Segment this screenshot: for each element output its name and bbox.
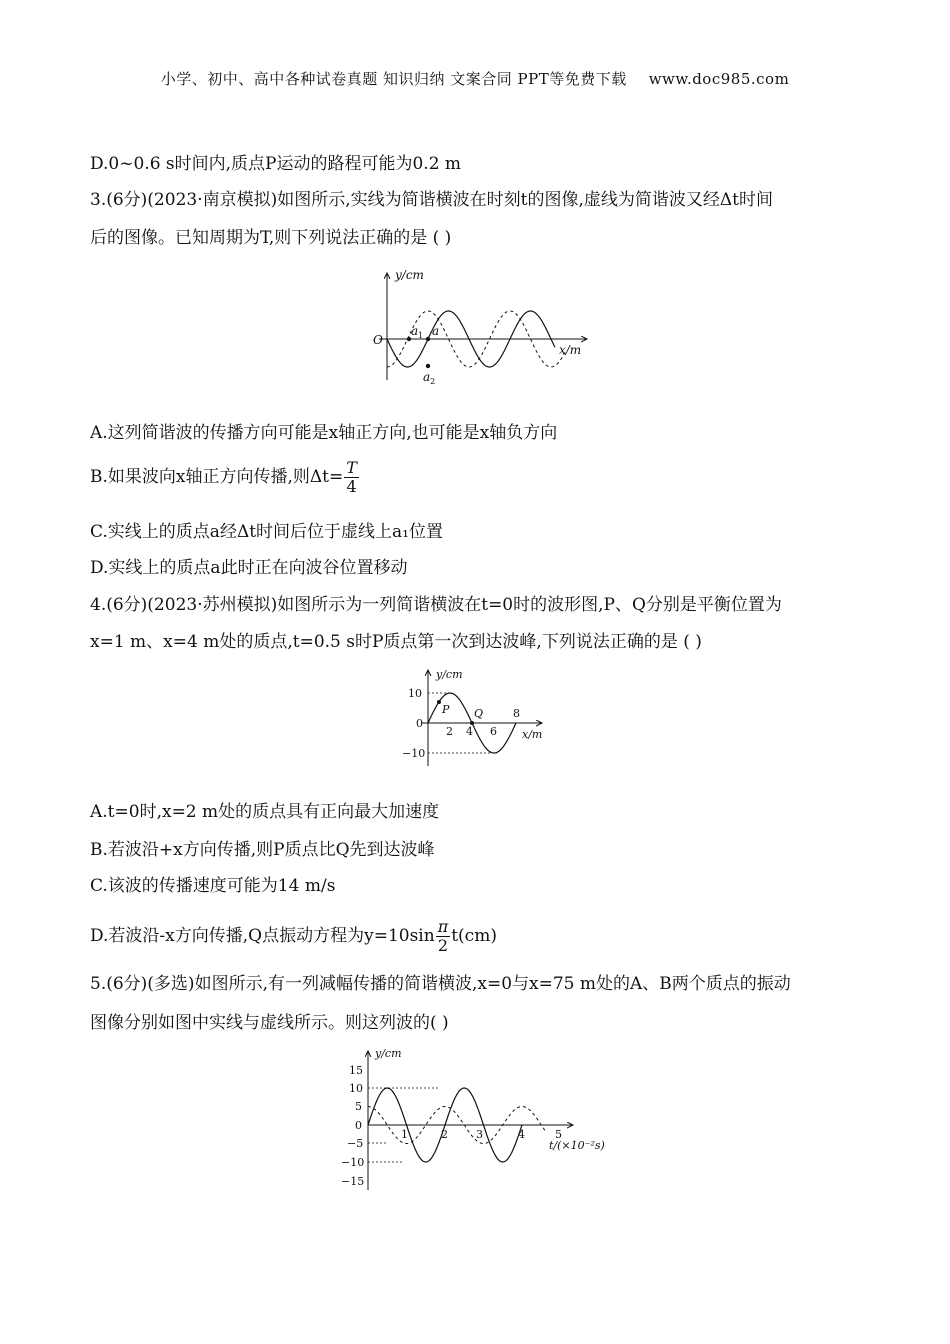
q4-label-p: P <box>442 703 450 716</box>
q4-xlabel: x/m <box>522 728 543 741</box>
q4-stem-line1: 4.(6分)(2023·苏州模拟)如图所示为一列简谐横波在t=0时的波形图,P、Q分别是平衡位置为 <box>90 595 782 615</box>
q4-xtick-2: 2 <box>446 725 453 738</box>
q5-xtick-3: 3 <box>476 1128 483 1141</box>
q3-wave-figure <box>365 265 595 390</box>
q3-label-a: a <box>432 324 440 338</box>
q3-ylabel: y/cm <box>395 268 424 282</box>
q5-ytick-10: 10 <box>349 1082 363 1095</box>
q5-ytick-0: 0 <box>355 1119 362 1132</box>
q5-vibration-figure <box>335 1045 620 1195</box>
q5-xtick-5: 5 <box>555 1128 562 1141</box>
q3-label-a2: $a_2$ <box>423 370 436 386</box>
q3-stem-line1: 3.(6分)(2023·南京模拟)如图所示,实线为简谐横波在时刻t的图像,虚线为简谐波又经Δt时间 <box>90 190 773 210</box>
q4-option-b: B.若波沿+x方向传播,则P质点比Q先到达波峰 <box>90 840 435 860</box>
header-url: www.doc985.com <box>648 70 790 88</box>
q5-ytick-neg10: −10 <box>341 1156 365 1169</box>
q3-option-d: D.实线上的质点a此时正在向波谷位置移动 <box>90 558 408 578</box>
q3-point-a2 <box>426 364 430 368</box>
q5-ytick-neg5: −5 <box>347 1137 364 1150</box>
q3-origin-label: O <box>373 333 383 347</box>
q5-xtick-1: 1 <box>401 1128 408 1141</box>
q4-option-a: A.t=0时,x=2 m处的质点具有正向最大加速度 <box>90 802 440 822</box>
q4-xtick-4: 4 <box>466 725 473 738</box>
q2-option-d: D.0~0.6 s时间内,质点P运动的路程可能为0.2 m <box>90 154 462 174</box>
q5-xtick-2: 2 <box>441 1128 448 1141</box>
q5-ytick-neg15: −15 <box>341 1175 365 1188</box>
q4-label-q: Q <box>474 707 484 720</box>
q5-xtick-4: 4 <box>518 1128 525 1141</box>
q3-option-c: C.实线上的质点a经Δt时间后位于虚线上a₁位置 <box>90 522 443 542</box>
q4-stem-line2: x=1 m、x=4 m处的质点,t=0.5 s时P质点第一次到达波峰,下列说法正确的是 ( ) <box>90 632 702 652</box>
q5-ytick-5: 5 <box>355 1100 362 1113</box>
q4-ytick-pos: 10 <box>408 687 422 700</box>
q4-ylabel: y/cm <box>436 668 463 681</box>
q3-option-a: A.这列简谐波的传播方向可能是x轴正方向,也可能是x轴负方向 <box>90 423 558 443</box>
q3-point-a <box>426 337 430 341</box>
q5-stem-line1: 5.(6分)(多选)如图所示,有一列减幅传播的简谐横波,x=0与x=75 m处的A、B两个质点的振动 <box>90 974 791 994</box>
q3-label-a1: $a_1$ <box>411 324 424 340</box>
header-text: 小学、初中、高中各种试卷真题 知识归纳 文案合同 PPT等免费下载 <box>160 70 627 88</box>
q4-option-d-fraction: $\frac{\pi}{2}$ <box>437 917 449 955</box>
q5-ylabel: y/cm <box>375 1047 402 1060</box>
q4-option-d: D.若波沿-x方向传播,Q点振动方程为y=10sin $\frac{\pi}{2}$ t(cm) <box>90 917 497 955</box>
q3-stem-line2: 后的图像。已知周期为T,则下列说法正确的是 ( ) <box>90 228 452 248</box>
q3-option-b: B.如果波向x轴正方向传播,则Δt= $\frac{T}{4}$ <box>90 458 357 496</box>
q4-option-c: C.该波的传播速度可能为14 m/s <box>90 876 336 896</box>
q4-wave-figure <box>400 664 560 769</box>
q4-xtick-8: 8 <box>513 707 520 720</box>
q3-option-b-fraction: $\frac{T}{4}$ <box>346 458 357 496</box>
q4-point-p <box>437 700 441 704</box>
q3-xlabel: x/m <box>559 343 582 357</box>
q4-ytick-neg: −10 <box>402 747 426 760</box>
q5-ytick-15: 15 <box>349 1064 363 1077</box>
q5-xlabel: t/(×10⁻²s) <box>549 1139 605 1152</box>
q4-xtick-6: 6 <box>490 725 497 738</box>
q4-ytick-zero: 0 <box>416 717 423 730</box>
page-header <box>0 68 950 89</box>
q5-stem-line2: 图像分别如图中实线与虚线所示。则这列波的( ) <box>90 1013 449 1033</box>
